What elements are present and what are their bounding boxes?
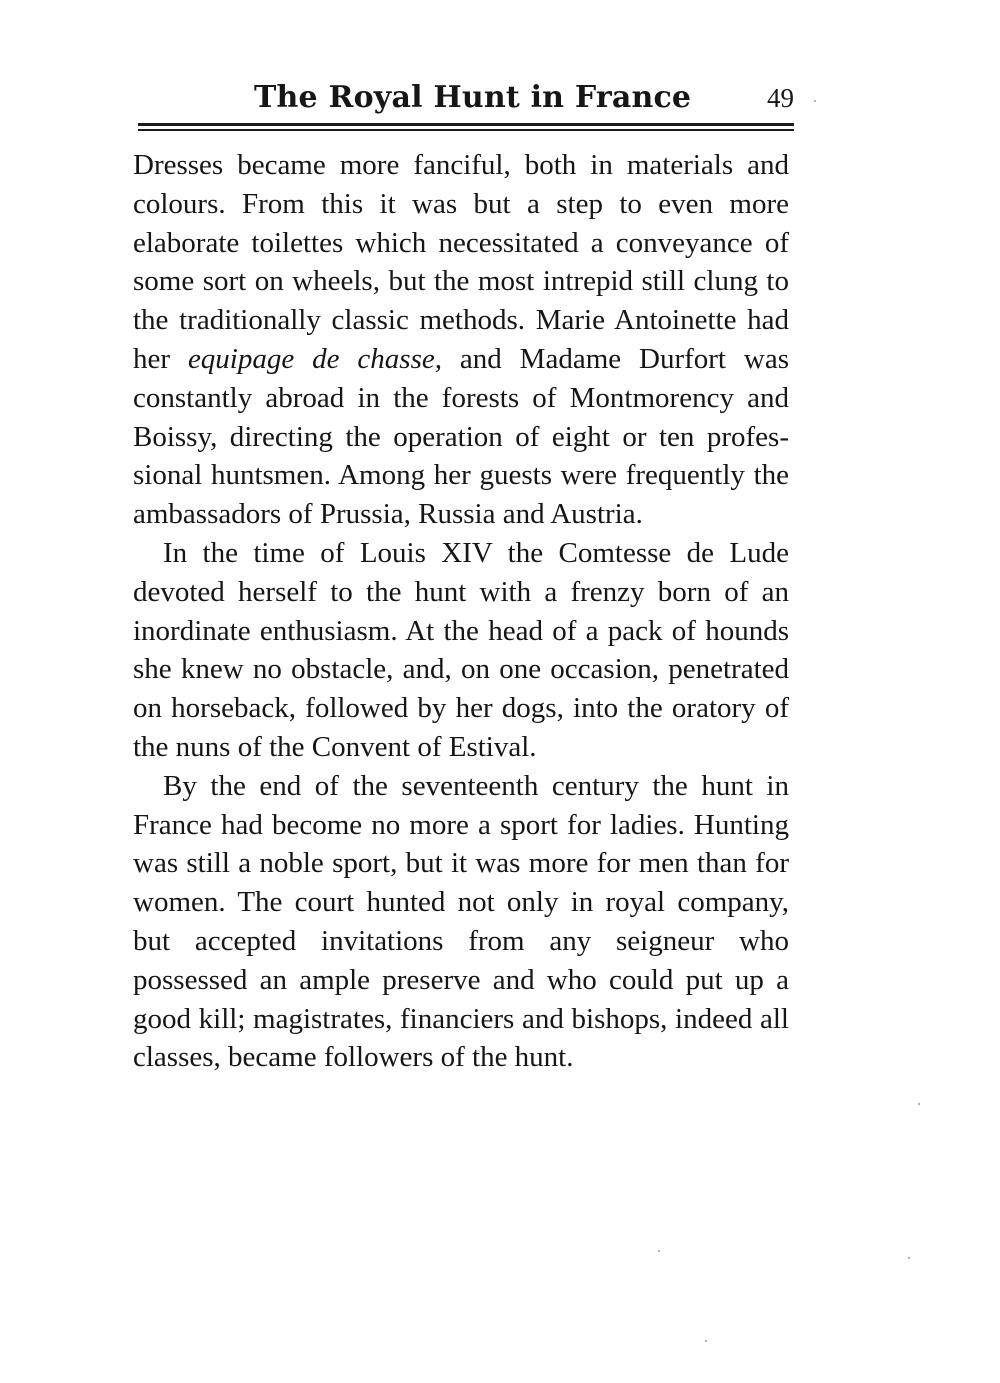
header-rule-thick — [138, 123, 794, 126]
page-number: 49 — [767, 83, 794, 113]
header-rule-thin — [138, 129, 794, 131]
scan-speck — [658, 1250, 660, 1252]
running-title: The Royal Hunt in France — [254, 80, 692, 115]
paragraph-2: In the time of Louis XIV the Comtesse de Lude devoted herself to the hunt with a frenzy born of an inordinate enthusiasm. At the head of a pack of hounds she knew no obstacle, and, on one occasion, penetrated on horseback, followed by her dogs, into the oratory of the nuns of the Convent of Estival. — [133, 536, 789, 763]
scan-speck — [814, 100, 816, 102]
paragraph-1-text-a: Dresses became more fanciful, both in materials and colours. From this it was but a step to even more elaborate toilettes which necessitated a conveyance of some sort on wheels, but the most intrepid still clung to the traditionally classic methods. Marie Antoinette had her — [133, 149, 789, 375]
paragraph-1 — [133, 146, 789, 534]
running-head — [136, 78, 796, 122]
scan-speck — [918, 1103, 920, 1105]
paragraph-1-text-b: and Madame Durfort was constantly abroad in the forests of Montmorency and Boissy, directing the operation of eight or ten professional huntsmen. Among her guests were frequently the ambassadors of Prussia, Russia and Austria. — [133, 342, 789, 531]
paragraph-3: By the end of the seventeenth century the hunt in France had become no more a sport for ladies. Hunting was still a noble sport, but it was more for men than for women. The court hunted not only in royal company, but accepted invitations from any seigneur who possessed an ample preserve and who could put up a good kill; magistrates, financiers and bishops, indeed all classes, became followers of the hunt. — [133, 769, 789, 1074]
scan-speck — [705, 1340, 707, 1342]
scan-speck — [908, 1257, 910, 1259]
paragraph-1-italic: equipage de chasse, — [187, 342, 442, 375]
body-text — [133, 146, 789, 1077]
